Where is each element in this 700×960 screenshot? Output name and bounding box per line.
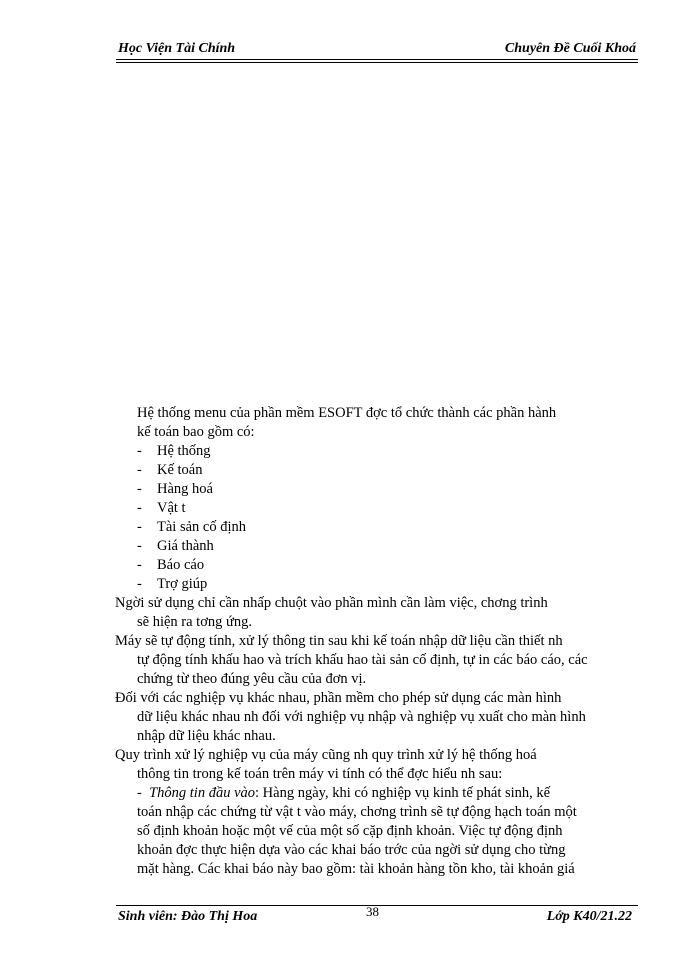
footer-class: Lớp K40/21.22 (546, 909, 632, 924)
paragraph-line: mặt hàng. Các khai báo này bao gồm: tài khoản hàng tồn kho, tài khoản giá (137, 861, 575, 877)
intro-line-1: Hệ thống menu của phần mềm ESOFT đợc tổ chức thành các phần hành (137, 405, 557, 421)
paragraph-line: Máy sẽ tự động tính, xử lý thông tin sau khi kế toán nhập dữ liệu cần thiết nh (115, 633, 563, 649)
intro-line-2: kế toán bao gồm có: (137, 424, 255, 440)
list-item: - Kế toán (137, 462, 203, 478)
paragraph-line: Đối với các nghiệp vụ khác nhau, phần mềm cho phép sử dụng các màn hình (115, 690, 562, 706)
paragraph-line: chứng từ theo đúng yêu cầu của đơn vị. (137, 671, 367, 687)
footer-student: Sinh viên: Đào Thị Hoa (118, 909, 258, 924)
header-school: Học Viện Tài Chính (118, 41, 236, 56)
paragraph-line: Ngời sử dụng chỉ cần nhấp chuột vào phần mình cần làm việc, chơng trình (115, 595, 548, 611)
list-item: - Giá thành (137, 538, 214, 554)
page-number: 38 (366, 904, 379, 919)
paragraph-line: tự động tính khấu hao và trích khấu hao tài sản cố định, tự in các báo cáo, các (137, 652, 588, 668)
input-info-label: Thông tin đầu vào (149, 785, 256, 801)
paragraph-line: số định khoản hoặc một vế của một số cặp định khoản. Việc tự động định (137, 823, 563, 839)
paragraph-line: Quy trình xử lý nghiệp vụ của máy cũng nh quy trình xử lý hệ thống hoá (115, 747, 537, 763)
paragraph-line: dữ liệu khác nhau nh đối với nghiệp vụ nhập và nghiệp vụ xuất cho màn hình (137, 709, 586, 725)
list-item: - Hệ thống (137, 443, 211, 459)
paragraph-line: toán nhập các chứng từ vật t vào máy, chơng trình sẽ tự động hạch toán một (137, 804, 577, 820)
list-item: - Báo cáo (137, 557, 205, 573)
list-item: - Vật t (137, 500, 186, 516)
header-rule-2 (116, 62, 638, 63)
list-item: - Tài sản cố định (137, 519, 246, 535)
list-item: - Trợ giúp (137, 576, 208, 592)
paragraph-line: khoản đợc thực hiện dựa vào các khai báo trớc của ngời sử dụng cho từng (137, 842, 566, 858)
paragraph-line: - Thông tin đầu vào: Hàng ngày, khi có nghiệp vụ kinh tế phát sinh, kế (137, 785, 551, 801)
header-rule (116, 59, 638, 60)
paragraph-line: nhập dữ liệu khác nhau. (137, 728, 276, 744)
list-item: - Hàng hoá (137, 481, 213, 497)
page-body (115, 404, 635, 879)
paragraph-line: thông tin trong kế toán trên máy vi tính có thể đợc hiểu nh sau: (137, 766, 503, 782)
header-title: Chuyên Đề Cuối Khoá (504, 41, 636, 56)
paragraph-line: sẽ hiện ra tơng ứng. (137, 614, 252, 630)
